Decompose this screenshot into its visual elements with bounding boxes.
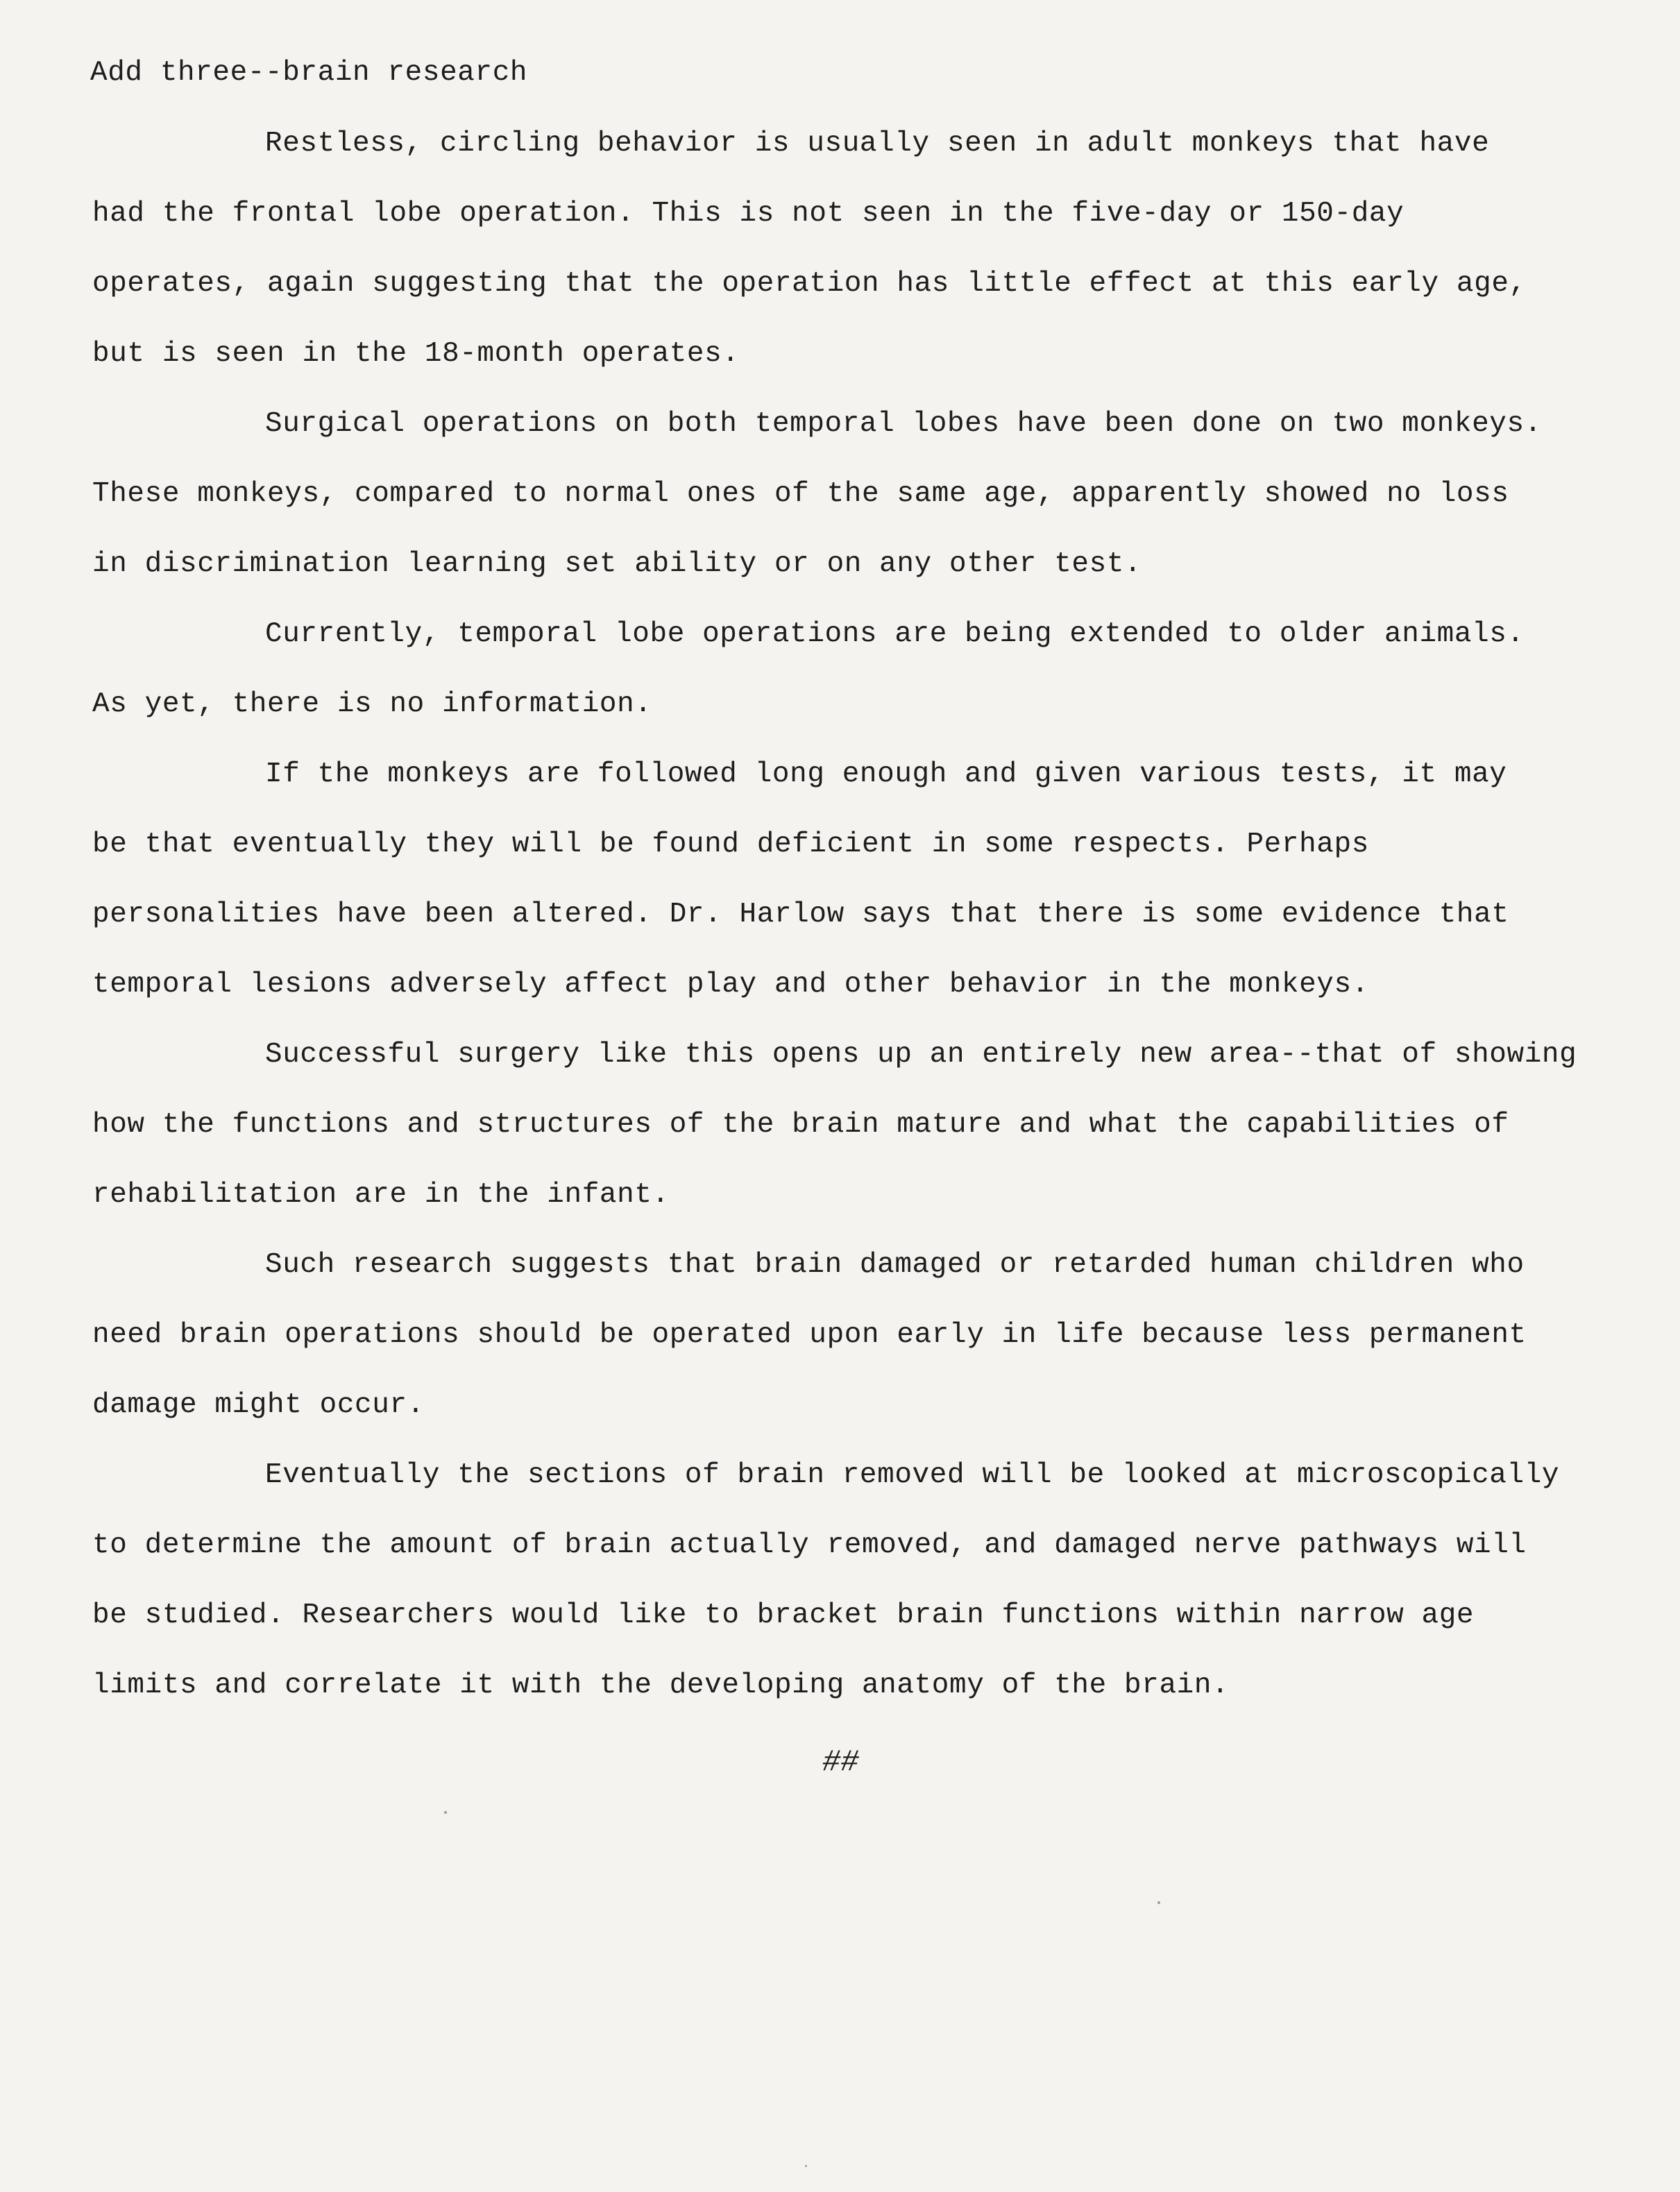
paper-speck [1157, 1901, 1160, 1904]
text-line: be studied. Researchers would like to bracket brain functions within narrow age [92, 1599, 1475, 1631]
paper-speck [805, 2165, 807, 2167]
text-line: be that eventually they will be found deficient in some respects. Perhaps [92, 829, 1369, 860]
text-line: Successful surgery like this opens up an entirely new area--that of showing [265, 1039, 1577, 1071]
paper-speck [444, 1811, 447, 1814]
text-line: rehabilitation are in the infant. [92, 1179, 670, 1211]
text-line: operates, again suggesting that the operation has little effect at this early age, [92, 268, 1527, 300]
text-line: limits and correlate it with the developing anatomy of the brain. [92, 1670, 1230, 1701]
text-line: As yet, there is no information. [92, 688, 652, 720]
text-line: in discrimination learning set ability or on any other test. [92, 548, 1142, 580]
text-line: temporal lesions adversely affect play and other behavior in the monkeys. [92, 969, 1369, 1001]
text-line: Eventually the sections of brain removed will be looked at microscopically [265, 1459, 1560, 1491]
text-line: how the functions and structures of the brain mature and what the capabilities of [92, 1109, 1509, 1141]
text-line: Such research suggests that brain damaged or retarded human children who [265, 1249, 1525, 1281]
text-line: Surgical operations on both temporal lobes have been done on two monkeys. [265, 408, 1542, 440]
text-line: These monkeys, compared to normal ones of the same age, apparently showed no loss [92, 478, 1509, 510]
text-line: but is seen in the 18-month operates. [92, 338, 740, 370]
page-heading: Add three--brain research [90, 57, 528, 89]
text-line: personalities have been altered. Dr. Harlow says that there is some evidence that [92, 899, 1509, 931]
text-line: Currently, temporal lobe operations are being extended to older animals. [265, 618, 1525, 650]
text-line: Restless, circling behavior is usually seen in adult monkeys that have [265, 128, 1490, 160]
text-line: to determine the amount of brain actually removed, and damaged nerve pathways will [92, 1529, 1527, 1561]
end-mark: ## [822, 1745, 859, 1780]
text-line: If the monkeys are followed long enough and given various tests, it may [265, 758, 1507, 790]
text-line: need brain operations should be operated upon early in life because less permanent [92, 1319, 1527, 1351]
text-line: damage might occur. [92, 1389, 425, 1421]
text-line: had the frontal lobe operation. This is not seen in the five-day or 150-day [92, 198, 1405, 230]
